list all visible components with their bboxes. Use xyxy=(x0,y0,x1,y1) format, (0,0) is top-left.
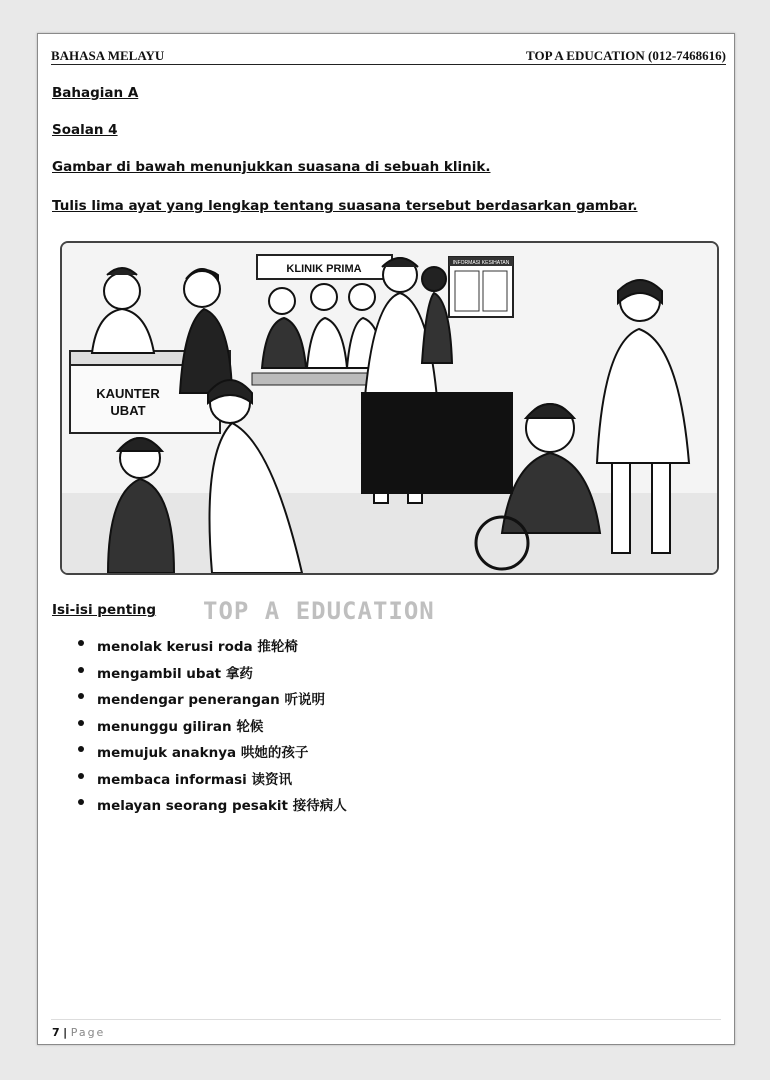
header-publisher: TOP A EDUCATION (012-7468616) xyxy=(526,48,726,63)
bullet-icon xyxy=(78,640,84,646)
list-item: membaca informasi 读资讯 xyxy=(78,768,347,795)
question-number: Soalan 4 xyxy=(52,122,118,138)
list-item: mengambil ubat 拿药 xyxy=(78,662,347,689)
bullet-icon xyxy=(78,693,84,699)
watermark: TOP A EDUCATION xyxy=(203,597,435,625)
key-points-list xyxy=(78,635,347,821)
list-item: menunggu giliran 轮候 xyxy=(78,715,347,742)
page-number: 7 xyxy=(52,1026,60,1039)
clinic-illustration xyxy=(60,241,719,575)
list-item: melayan seorang pesakit 接待病人 xyxy=(78,794,347,821)
bullet-icon xyxy=(78,667,84,673)
points-heading: Isi-isi penting xyxy=(52,602,157,618)
instruction-context: Gambar di bawah menunjukkan suasana di sebuah klinik. xyxy=(52,159,491,175)
bullet-icon xyxy=(78,799,84,805)
page-footer xyxy=(52,1026,105,1039)
counter-sign-2: UBAT xyxy=(110,403,146,418)
bullet-icon xyxy=(78,746,84,752)
document-page xyxy=(37,33,735,1045)
page-header xyxy=(51,48,726,65)
counter-sign-1: KAUNTER xyxy=(96,386,160,401)
bullet-icon xyxy=(78,773,84,779)
clinic-sign: KLINIK PRIMA xyxy=(286,263,362,275)
footer-divider xyxy=(51,1019,721,1020)
list-item: memujuk anaknya 哄她的孩子 xyxy=(78,741,347,768)
list-item: mendengar penerangan 听说明 xyxy=(78,688,347,715)
page-label: Page xyxy=(70,1026,106,1039)
bullet-icon xyxy=(78,720,84,726)
footer-separator: | xyxy=(63,1026,68,1039)
info-board-title: INFORMASI KESIHATAN xyxy=(452,260,510,266)
section-title: Bahagian A xyxy=(52,85,139,101)
header-subject: BAHASA MELAYU xyxy=(51,48,165,63)
list-item: menolak kerusi roda 推轮椅 xyxy=(78,635,347,662)
instruction-task: Tulis lima ayat yang lengkap tentang suasana tersebut berdasarkan gambar. xyxy=(52,198,638,214)
